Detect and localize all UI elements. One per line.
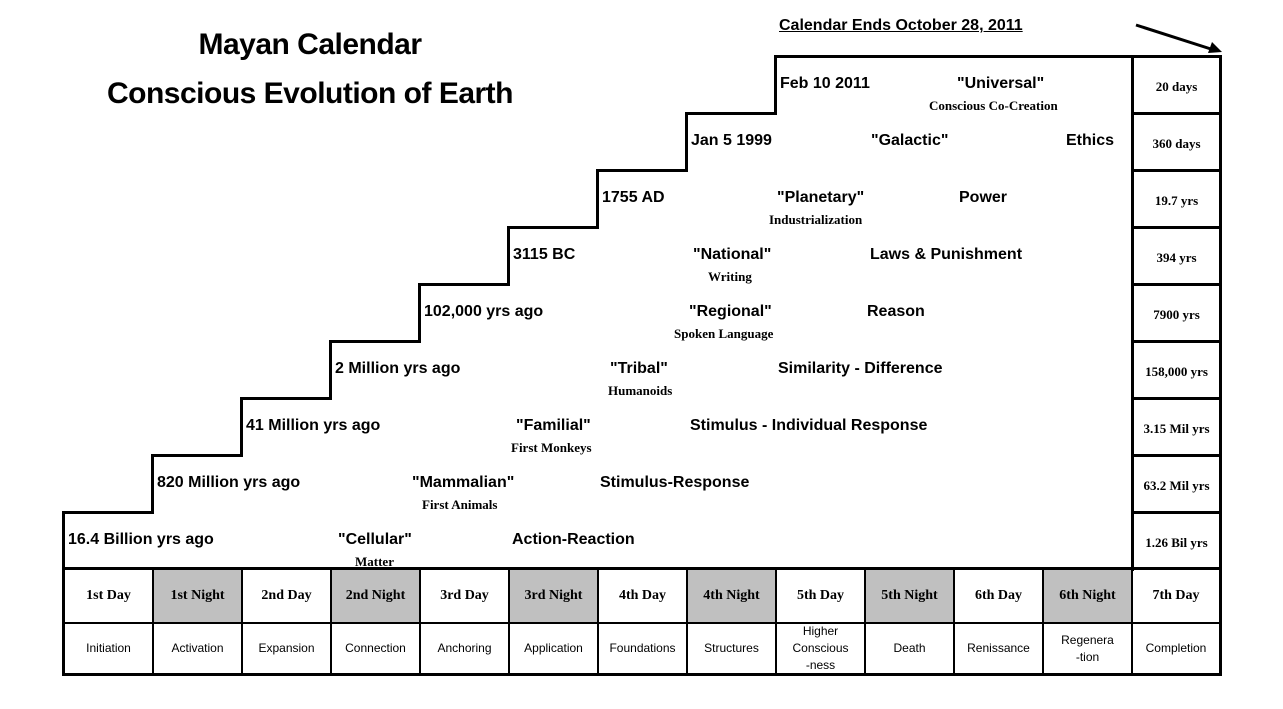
level-start-date: 102,000 yrs ago [424, 303, 544, 320]
underworld-level [62, 511, 1134, 571]
level-name: "Regional" [689, 303, 772, 320]
level-name: "Tribal" [610, 360, 668, 377]
arrow-icon [1128, 18, 1228, 58]
underworld-level [151, 454, 1134, 514]
underworld-level [596, 169, 1134, 229]
day-cell: 3rd Day [421, 570, 510, 622]
step-cell: Application [510, 624, 599, 673]
underworld-level [329, 340, 1134, 400]
level-theme: Reason [867, 303, 925, 320]
level-duration: 20 days [1131, 55, 1222, 115]
calendar-end-note: Calendar Ends October 28, 2011 [779, 17, 1023, 34]
level-theme: Action-Reaction [512, 531, 635, 548]
day-cell: 6th Night [1044, 570, 1133, 622]
day-cell: 2nd Day [243, 570, 332, 622]
underworld-level [507, 226, 1134, 286]
step-cell: Anchoring [421, 624, 510, 673]
step-cell: Foundations [599, 624, 688, 673]
days-row [65, 570, 1219, 624]
day-cell: 5th Day [777, 570, 866, 622]
level-name: "Cellular" [338, 531, 412, 548]
level-start-date: Jan 5 1999 [691, 132, 772, 149]
step-cell: Higher Conscious -ness [777, 624, 866, 673]
level-name: "National" [693, 246, 772, 263]
underworld-level [418, 283, 1134, 343]
level-subtitle: Matter [355, 554, 394, 569]
step-cell: Expansion [243, 624, 332, 673]
level-theme: Similarity - Difference [778, 360, 943, 377]
step-cell: Structures [688, 624, 777, 673]
level-subtitle: First Animals [422, 497, 498, 512]
day-cell: 1st Day [65, 570, 154, 622]
level-name: "Familial" [516, 417, 591, 434]
step-cell: Completion [1145, 641, 1207, 655]
day-cell: 5th Night [866, 570, 955, 622]
day-cell: 6th Day [955, 570, 1044, 622]
level-start-date: 3115 BC [513, 246, 576, 263]
step-cell: Initiation [65, 624, 154, 673]
level-start-date: 41 Million yrs ago [246, 417, 381, 434]
day-night-table [62, 567, 1222, 676]
step-cell: Death [866, 624, 955, 673]
level-duration: 63.2 Mil yrs [1131, 454, 1222, 514]
level-subtitle: Spoken Language [674, 326, 774, 341]
steps-row [65, 624, 1219, 673]
level-duration: 360 days [1131, 112, 1222, 172]
day-cell: 4th Night [688, 570, 777, 622]
level-duration: 1.26 Bil yrs [1131, 511, 1222, 571]
step-cell: Activation [154, 624, 243, 673]
level-theme: Stimulus - Individual Response [690, 417, 928, 434]
level-subtitle: First Monkeys [511, 440, 592, 455]
day-cell: 7th Day [1152, 588, 1200, 603]
level-theme: Laws & Punishment [870, 246, 1023, 263]
underworld-level [240, 397, 1134, 457]
step-cell: Connection [332, 624, 421, 673]
level-subtitle: Humanoids [608, 383, 673, 398]
level-start-date: 2 Million yrs ago [335, 360, 461, 377]
level-name: "Mammalian" [412, 474, 515, 491]
level-duration: 3.15 Mil yrs [1131, 397, 1222, 457]
level-start-date: 820 Million yrs ago [157, 474, 301, 491]
level-start-date: Feb 10 2011 [780, 75, 870, 92]
level-name: "Universal" [957, 75, 1045, 92]
page-title: Mayan Calendar [198, 28, 422, 61]
level-duration: 394 yrs [1131, 226, 1222, 286]
level-theme: Stimulus-Response [600, 474, 750, 491]
step-cell: Renissance [955, 624, 1044, 673]
level-subtitle: Conscious Co-Creation [929, 98, 1058, 113]
level-subtitle: Industrialization [769, 212, 863, 227]
level-theme: Ethics [1066, 132, 1115, 149]
underworld-level [685, 112, 1134, 172]
day-cell: 4th Day [599, 570, 688, 622]
page-subtitle: Conscious Evolution of Earth [106, 77, 513, 110]
level-duration: 158,000 yrs [1131, 340, 1222, 400]
day-cell: 1st Night [154, 570, 243, 622]
day-cell: 2nd Night [332, 570, 421, 622]
level-name: "Galactic" [871, 132, 949, 149]
level-start-date: 16.4 Billion yrs ago [68, 531, 214, 548]
level-theme: Power [959, 189, 1008, 206]
level-start-date: 1755 AD [602, 189, 665, 206]
underworld-level [774, 55, 1134, 115]
level-subtitle: Writing [708, 269, 752, 284]
level-name: "Planetary" [777, 189, 865, 206]
level-duration: 19.7 yrs [1131, 169, 1222, 229]
step-cell: Regenera -tion [1044, 624, 1133, 673]
day-cell: 3rd Night [510, 570, 599, 622]
level-duration: 7900 yrs [1131, 283, 1222, 343]
